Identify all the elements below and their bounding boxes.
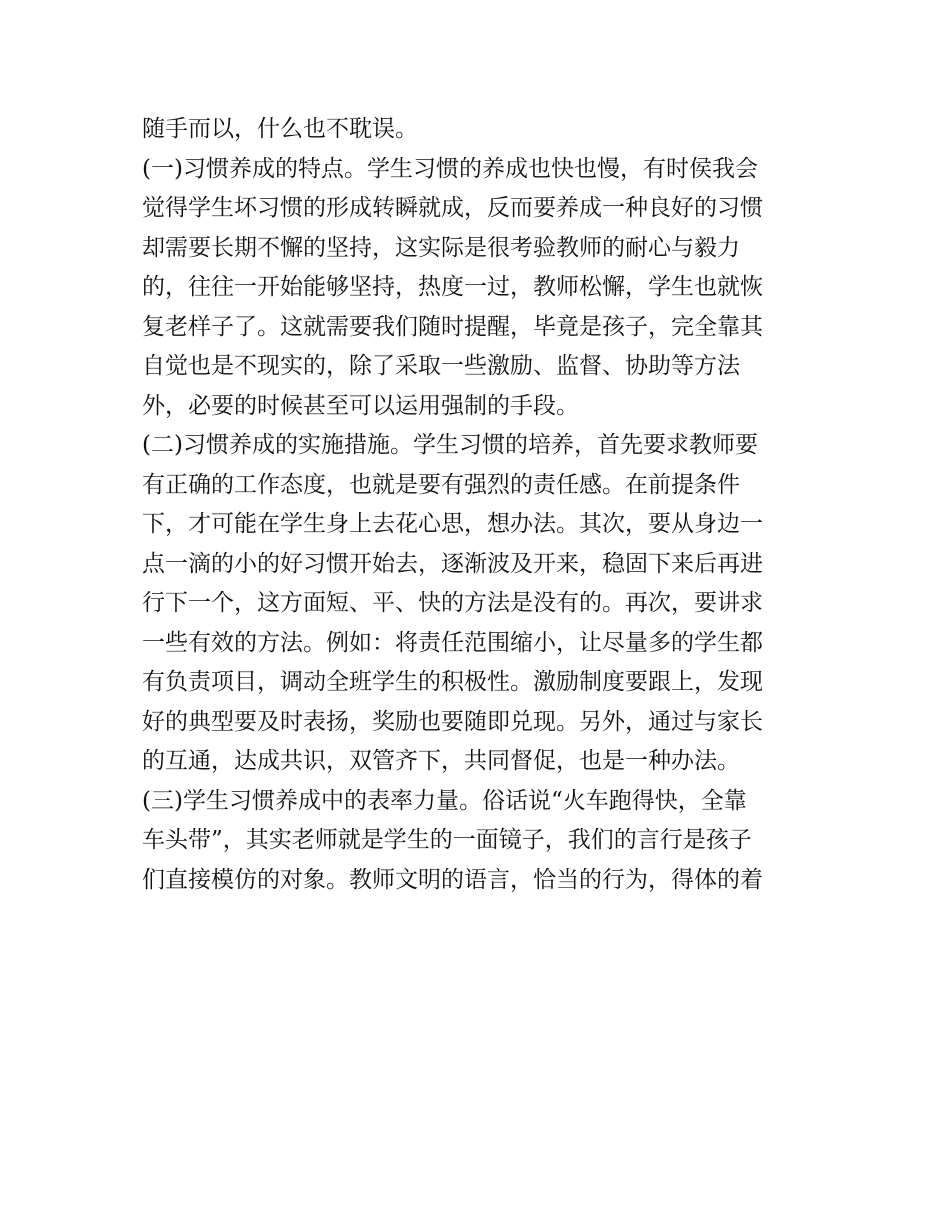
text-line: (三)学生习惯养成中的表率力量。俗话说“火车跑得快，全靠 [142, 787, 747, 814]
text-line: 点一滴的小的好习惯开始去，逐渐波及开来，稳固下来后再进 [142, 550, 763, 577]
text-line: 的，往往一开始能够坚持，热度一过，教师松懈，学生也就恢 [142, 274, 763, 300]
text-line: 随手而以，什么也不耽误。 [142, 116, 418, 142]
text-line: 们直接模仿的对象。教师文明的语言，恰当的行为，得体的着 [142, 866, 763, 893]
text-line: (一)习惯养成的特点。学生习惯的养成也快也慢，有时侯我会 [142, 155, 758, 182]
text-line: 却需要长期不懈的坚持，这实际是很考验教师的耐心与毅力 [142, 234, 740, 261]
text-line: 车头带”，其实老师就是学生的一面镜子，我们的言行是孩子 [142, 827, 752, 853]
text-line: 好的典型要及时表扬，奖励也要随即兑现。另外，通过与家长 [142, 708, 763, 735]
text-line: 一些有效的方法。例如：将责任范围缩小，让尽量多的学生都 [142, 629, 763, 656]
text-line: 有正确的工作态度，也就是要有强烈的责任感。在前提条件 [142, 471, 740, 498]
text-line: 觉得学生坏习惯的形成转瞬就成，反而要养成一种良好的习惯 [142, 195, 763, 221]
text-line: 复老样子了。这就需要我们随时提醒，毕竟是孩子，完全靠其 [142, 313, 763, 340]
text-line: 有负责项目，调动全班学生的积极性。激励制度要跟上，发现 [142, 669, 763, 695]
document-body-text [142, 110, 822, 900]
text-line: 下，才可能在学生身上去花心思，想办法。其次，要从身边一 [142, 511, 763, 537]
text-line: 外，必要的时候甚至可以运用强制的手段。 [142, 392, 579, 419]
text-line: 行下一个，这方面短、平、快的方法是没有的。再次，要讲求 [142, 590, 763, 616]
text-line: (二)习惯养成的实施措施。学生习惯的培养，首先要求教师要 [142, 432, 758, 458]
text-line: 的互通，达成共识，双管齐下，共同督促，也是一种办法。 [142, 748, 740, 774]
text-line: 自觉也是不现实的，除了采取一些激励、监督、协助等方法 [142, 353, 740, 379]
